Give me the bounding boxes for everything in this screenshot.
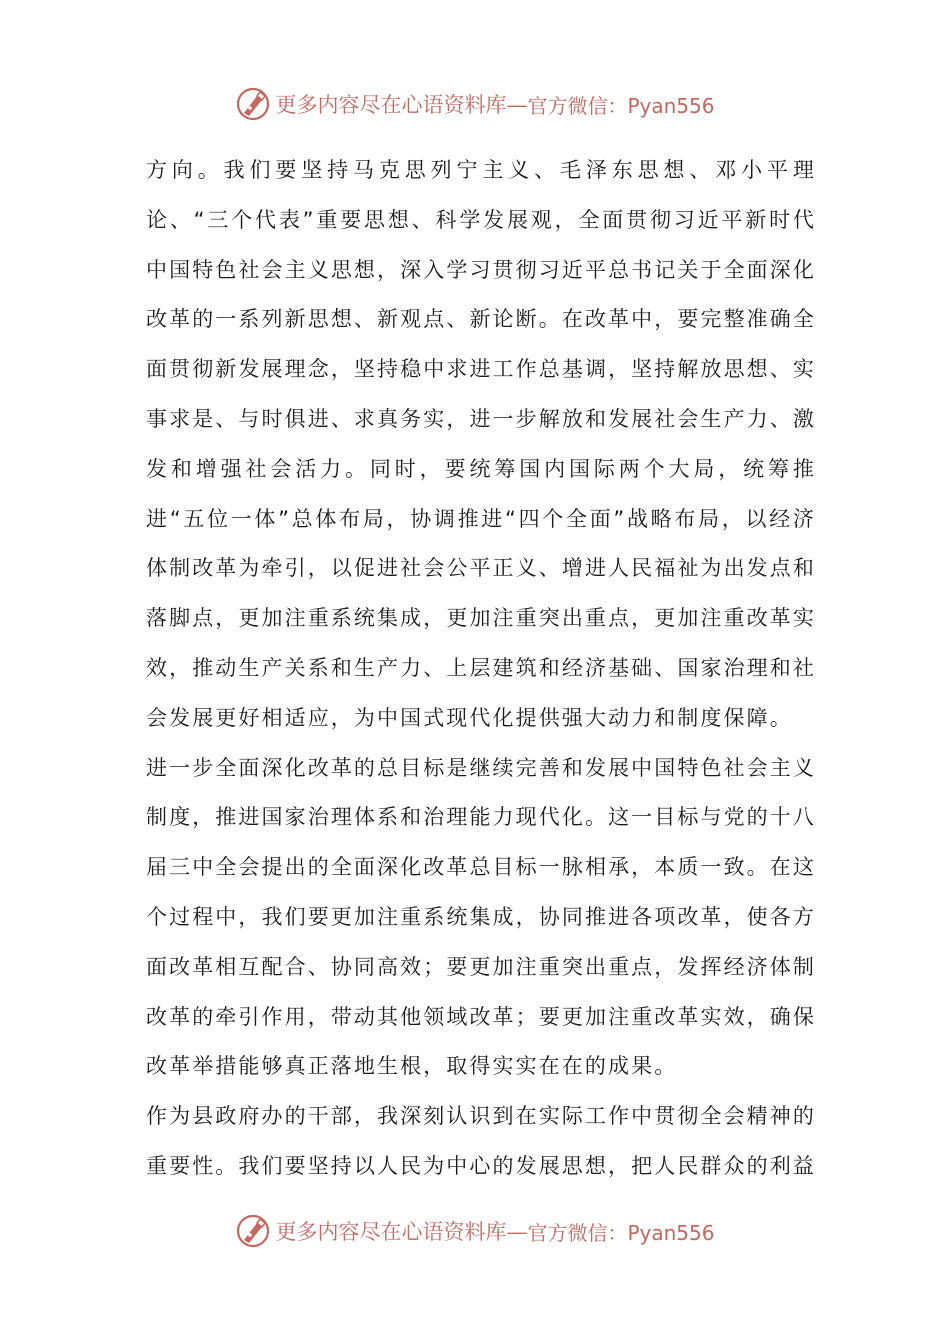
pen-nib-logo-icon: [235, 86, 271, 122]
banner-site-text: 更多内容尽在心语资料库—: [275, 1220, 528, 1244]
paragraph-2: 进一步全面深化改革的总目标是继续完善和发展中国特色社会主义制度，推进国家治理体系和治理能力现代化。这一目标与党的十八届三中全会提出的全面深化改革总目标一脉相承，本质一致。在这个过程中，我们要更加注重系统集成，协同推进各项改革，使各方面改革相互配合、协同高效；要更加注重突出重点，发挥经济体制改革的牵引作用，带动其他领域改革；要更加注重改革实效，确保改革举措能够真正落地生根，取得实实在在的成果。: [146, 755, 816, 1079]
paragraph-1: 方向。我们要坚持马克思列宁主义、毛泽东思想、邓小平理论、“三个代表”重要思想、科学发展观，全面贯彻习近平新时代中国特色社会主义思想，深入学习贯彻习近平总书记关于全面深化改革的一系列新思想、新观点、新论断。在改革中，要完整准确全面贯彻新发展理念，坚持稳中求进工作总基调，坚持解放思想、实事求是、与时俱进、求真务实，进一步解放和发展社会生产力、激发和增强社会活力。同时，要统筹国内国际两个大局，统筹推进“五位一体”总体布局，协调推进“四个全面”战略布局，以经济体制改革为牵引，以促进社会公平正义、增进人民福祉为出发点和落脚点，更加注重系统集成，更加注重突出重点，更加注重改革实效，推动生产关系和生产力、上层建筑和经济基础、国家治理和社会发展更好相适应，为中国式现代化提供强大动力和制度保障。: [146, 158, 816, 730]
paragraph-3: 作为县政府办的干部，我深刻认识到在实际工作中贯彻全会精神的重要性。我们要坚持以人民为中心的发展思想，把人民群众的利益: [146, 1104, 816, 1178]
banner-wechat-text: 官方微信：Pyan556: [527, 93, 715, 118]
document-body: [146, 146, 816, 1192]
footer-banner: [0, 1211, 950, 1251]
header-banner: [0, 84, 950, 124]
pen-nib-logo-icon: [235, 1213, 271, 1249]
banner-wechat-text: 官方微信：Pyan556: [527, 1220, 715, 1245]
banner-site-text: 更多内容尽在心语资料库—: [275, 93, 528, 117]
